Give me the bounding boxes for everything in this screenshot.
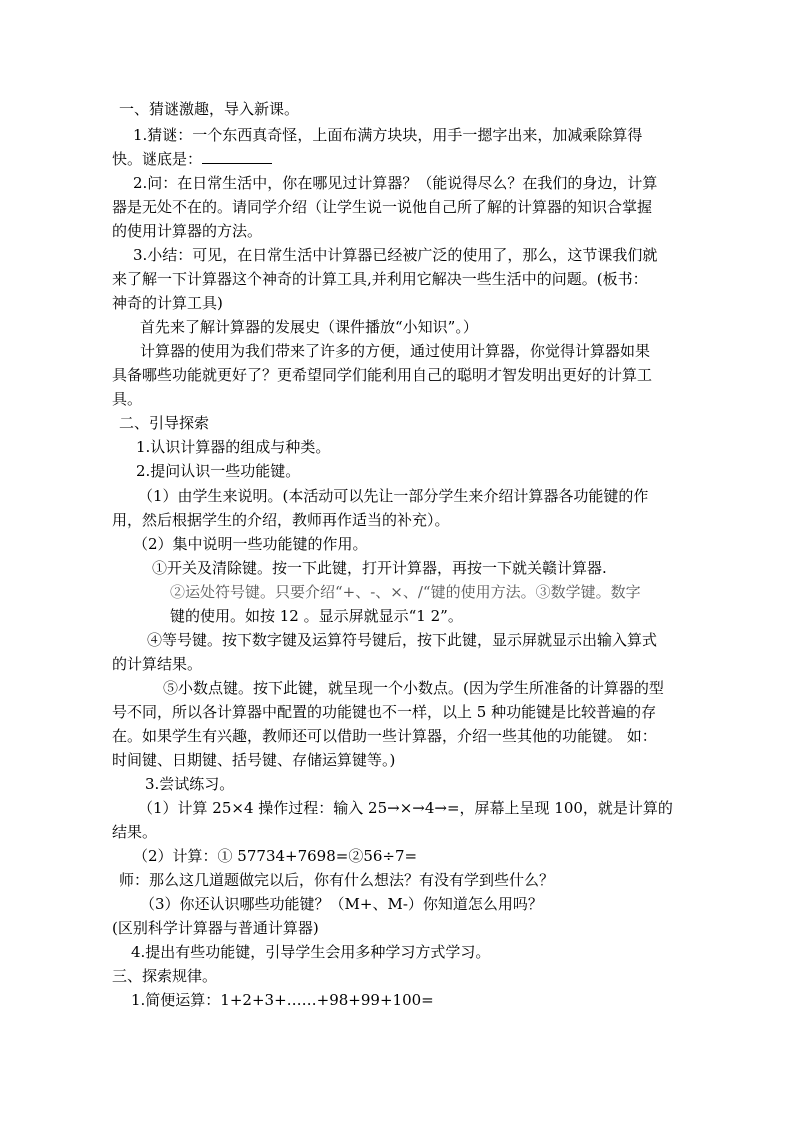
paragraph-line: 2.提问认识一些功能键。 bbox=[136, 462, 301, 480]
paragraph-line: 3.尝试练习。 bbox=[145, 775, 235, 793]
section-heading-3: 三、探索规律。 bbox=[112, 967, 218, 985]
paragraph-line: 键的使用。如按 12 。显示屏就显示“1 2”。 bbox=[170, 607, 463, 625]
section-heading-1: 一、猜谜激趣，导入新课。 bbox=[119, 100, 300, 118]
paragraph-line: ②运处符号键。只要介绍“+、-、×、/“键的使用方法。③数学键。数字 bbox=[170, 583, 641, 601]
paragraph-line: 号不同，所以各计算器中配置的功能键也不一样，以上 5 种功能键是比较普遍的存 bbox=[112, 703, 657, 721]
paragraph-line: (区别科学计算器与普通计算器) bbox=[112, 919, 319, 937]
paragraph-line: 计算器的使用为我们带来了许多的方便，通过使用计算器，你觉得计算器如果 bbox=[140, 342, 651, 360]
paragraph-line: 在。如果学生有兴趣，教师还可以借助一些计算器，介绍一些其他的功能键。 如： bbox=[112, 727, 657, 745]
paragraph-line: 4.提出有些功能键，引导学生会用多种学习方式学习。 bbox=[131, 943, 491, 961]
paragraph-line: 3.小结：可见，在日常生活中计算器已经被广泛的使用了，那么，这节课我们就 bbox=[133, 246, 658, 264]
paragraph-line: （2）集中说明一些功能键的作用。 bbox=[133, 535, 368, 553]
answer-blank bbox=[202, 149, 272, 164]
paragraph-line: 用，然后根据学生的介绍，教师再作适当的补充）。 bbox=[112, 511, 450, 529]
paragraph-line: （1）计算 25×4 操作过程：输入 25→×→4→=，屏幕上呈现 100，就是计算的 bbox=[138, 799, 673, 817]
paragraph-line: ④等号键。按下数字键及运算符号键后，按下此键，显示屏就显示出输入算式 bbox=[147, 631, 658, 649]
paragraph-line: 1.认识计算器的组成与种类。 bbox=[136, 438, 331, 456]
paragraph-line: 来了解一下计算器这个神奇的计算工具,并利用它解决一些生活中的问题。(板书： bbox=[112, 270, 648, 288]
paragraph-line: 时间键、日期键、括号键、存储运算键等。) bbox=[112, 751, 396, 769]
paragraph-line: 的使用计算器的方法。 bbox=[112, 222, 263, 240]
paragraph-line: 1.猜谜：一个东西真奇怪，上面布满方块块，用手一摁字出来，加减乘除算得 bbox=[133, 126, 643, 144]
paragraph-line: 具。 bbox=[112, 390, 143, 408]
paragraph-line: （2）计算：① 57734+7698=②56÷7= bbox=[133, 847, 418, 865]
paragraph-line: 1.简便运算：1+2+3+……+98+99+100= bbox=[131, 991, 434, 1009]
paragraph-line: （1）由学生来说明。(本活动可以先让一部分学生来介绍计算器各功能键的作 bbox=[138, 487, 649, 505]
paragraph-line bbox=[112, 148, 272, 170]
paragraph-line: 具备哪些功能就更好了？更希望同学们能利用自己的聪明才智发明出更好的计算工 bbox=[112, 366, 653, 384]
paragraph-line: 器是无处不在的。请同学介绍（让学生说一说他自己所了解的计算器的知识合掌握 bbox=[112, 198, 653, 216]
paragraph-line: 首先来了解计算器的发展史（课件播放“小知识”。） bbox=[140, 318, 478, 336]
section-heading-2: 二、引导探索 bbox=[119, 414, 210, 432]
paragraph-line: 神奇的计算工具) bbox=[112, 294, 223, 312]
paragraph-line: 2.问：在日常生活中，你在哪见过计算器？（能说得尽么？在我们的身边，计算 bbox=[133, 174, 658, 192]
paragraph-text: 快。谜底是： bbox=[112, 150, 203, 168]
paragraph-line: 的计算结果。 bbox=[112, 655, 203, 673]
paragraph-line: ⑤小数点键。按下此键，就呈现一个小数点。(因为学生所准备的计算器的型 bbox=[163, 679, 664, 697]
paragraph-line: （3）你还认识哪些功能键？（M+、M-）你知道怎么用吗？ bbox=[140, 895, 543, 913]
paragraph-line: ①开关及清除键。按一下此键，打开计算器，再按一下就关赣计算器. bbox=[152, 559, 607, 577]
paragraph-line: 师：那么这几道题做完以后，你有什么想法？有没有学到些什么？ bbox=[119, 871, 555, 889]
paragraph-line: 结果。 bbox=[112, 823, 158, 841]
